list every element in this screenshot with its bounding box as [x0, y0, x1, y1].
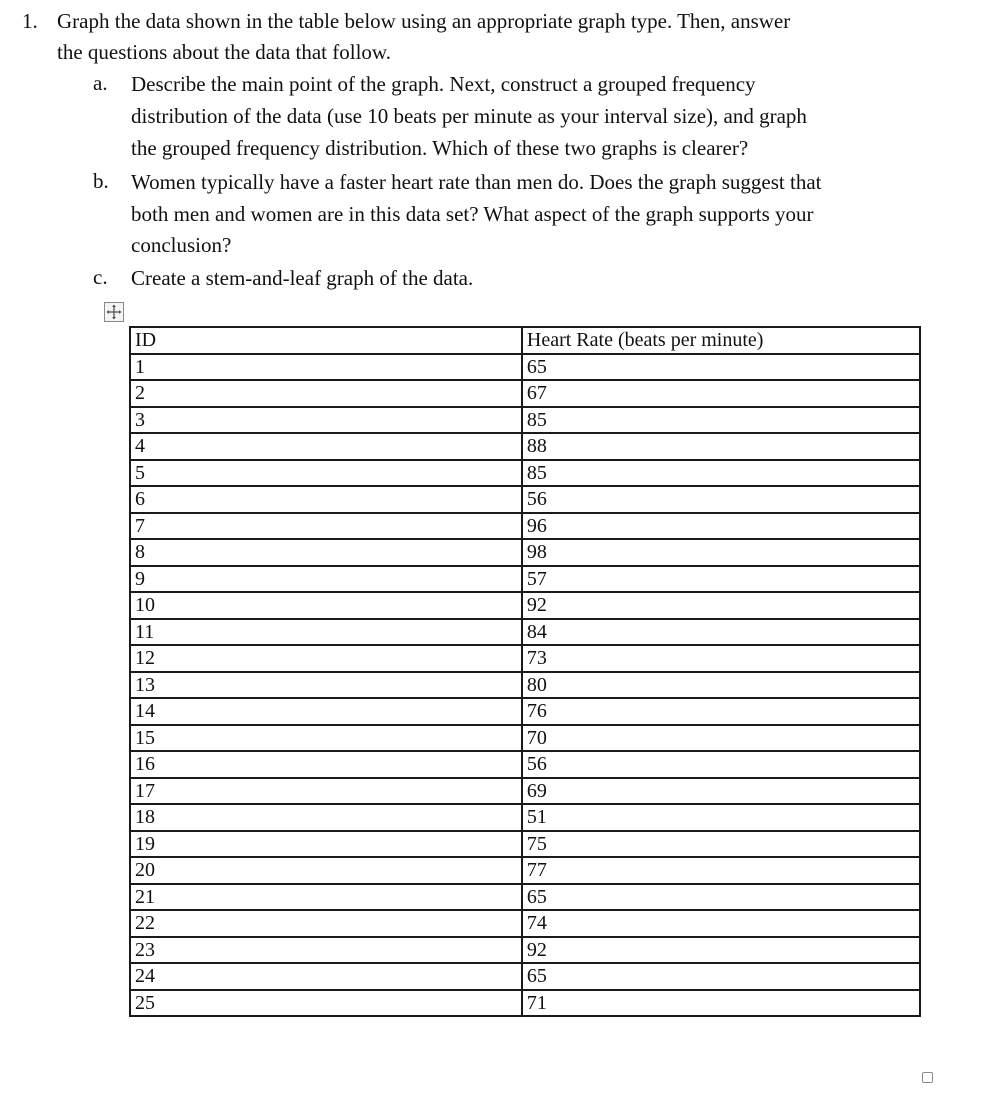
cell-heart-rate: 92 [522, 937, 920, 964]
cell-id: 14 [130, 698, 522, 725]
header-id: ID [130, 327, 522, 354]
cell-heart-rate: 71 [522, 990, 920, 1017]
subquestion-b-line-3: conclusion? [131, 233, 232, 257]
cell-heart-rate: 74 [522, 910, 920, 937]
cell-id: 10 [130, 592, 522, 619]
cell-id: 6 [130, 486, 522, 513]
cell-heart-rate: 67 [522, 380, 920, 407]
table-row [130, 831, 920, 858]
cell-heart-rate: 56 [522, 486, 920, 513]
subquestion-a-line-2: distribution of the data (use 10 beats per minute as your interval size), and graph [131, 104, 807, 128]
cell-heart-rate: 84 [522, 619, 920, 646]
cell-heart-rate: 70 [522, 725, 920, 752]
cell-id: 3 [130, 407, 522, 434]
table-move-handle-icon[interactable] [104, 302, 124, 322]
table-row [130, 990, 920, 1017]
cell-id: 13 [130, 672, 522, 699]
table-row [130, 645, 920, 672]
cell-heart-rate: 65 [522, 884, 920, 911]
header-heart-rate: Heart Rate (beats per minute) [522, 327, 920, 354]
cell-id: 16 [130, 751, 522, 778]
subquestion-b-label: b. [93, 169, 109, 193]
subquestion-c-line-1: Create a stem-and-leaf graph of the data. [131, 266, 474, 290]
table-row [130, 725, 920, 752]
cell-heart-rate: 51 [522, 804, 920, 831]
cell-heart-rate: 85 [522, 460, 920, 487]
table-row [130, 778, 920, 805]
question-text-line-2: the questions about the data that follow. [57, 40, 391, 64]
cell-heart-rate: 76 [522, 698, 920, 725]
cell-id: 22 [130, 910, 522, 937]
table-row [130, 566, 920, 593]
table-row [130, 539, 920, 566]
subquestion-b-line-2: both men and women are in this data set? What aspect of the graph supports your [131, 202, 814, 226]
cell-heart-rate: 65 [522, 963, 920, 990]
cell-id: 7 [130, 513, 522, 540]
cell-heart-rate: 56 [522, 751, 920, 778]
table-row [130, 884, 920, 911]
cell-id: 1 [130, 354, 522, 381]
cell-id: 20 [130, 857, 522, 884]
cell-heart-rate: 88 [522, 433, 920, 460]
subquestion-a-line-1: Describe the main point of the graph. Next, construct a grouped frequency [131, 72, 756, 96]
question-number: 1. [22, 9, 38, 33]
heart-rate-table [129, 326, 921, 1017]
table-row [130, 407, 920, 434]
cell-heart-rate: 98 [522, 539, 920, 566]
table-header-row [130, 327, 920, 354]
subquestion-b-line-1: Women typically have a faster heart rate than men do. Does the graph suggest that [131, 170, 822, 194]
cell-id: 11 [130, 619, 522, 646]
cell-heart-rate: 96 [522, 513, 920, 540]
cell-id: 25 [130, 990, 522, 1017]
cell-id: 12 [130, 645, 522, 672]
subquestion-c-label: c. [93, 265, 108, 289]
table-resize-handle[interactable] [922, 1072, 933, 1083]
cell-heart-rate: 92 [522, 592, 920, 619]
table-row [130, 380, 920, 407]
table-row [130, 354, 920, 381]
cell-id: 18 [130, 804, 522, 831]
table-row [130, 619, 920, 646]
cell-id: 9 [130, 566, 522, 593]
table-row [130, 804, 920, 831]
table-row [130, 592, 920, 619]
cell-id: 15 [130, 725, 522, 752]
question-text-line-1: Graph the data shown in the table below using an appropriate graph type. Then, answer [57, 9, 791, 33]
cell-heart-rate: 75 [522, 831, 920, 858]
table-row [130, 857, 920, 884]
table-body [130, 354, 920, 1017]
table-row [130, 963, 920, 990]
subquestion-a-line-3: the grouped frequency distribution. Which of these two graphs is clearer? [131, 136, 749, 160]
table-row [130, 460, 920, 487]
cell-id: 24 [130, 963, 522, 990]
table-row [130, 513, 920, 540]
table-row [130, 433, 920, 460]
cell-heart-rate: 69 [522, 778, 920, 805]
cell-id: 17 [130, 778, 522, 805]
cell-heart-rate: 77 [522, 857, 920, 884]
table-row [130, 698, 920, 725]
cell-id: 5 [130, 460, 522, 487]
subquestion-a-label: a. [93, 71, 108, 95]
cell-heart-rate: 57 [522, 566, 920, 593]
cell-id: 23 [130, 937, 522, 964]
table-row [130, 672, 920, 699]
table-row [130, 910, 920, 937]
table-row [130, 937, 920, 964]
cell-id: 2 [130, 380, 522, 407]
cell-id: 4 [130, 433, 522, 460]
cell-heart-rate: 73 [522, 645, 920, 672]
cell-id: 19 [130, 831, 522, 858]
table-row [130, 486, 920, 513]
cell-heart-rate: 85 [522, 407, 920, 434]
table-row [130, 751, 920, 778]
cell-heart-rate: 65 [522, 354, 920, 381]
cell-id: 21 [130, 884, 522, 911]
cell-id: 8 [130, 539, 522, 566]
cell-heart-rate: 80 [522, 672, 920, 699]
